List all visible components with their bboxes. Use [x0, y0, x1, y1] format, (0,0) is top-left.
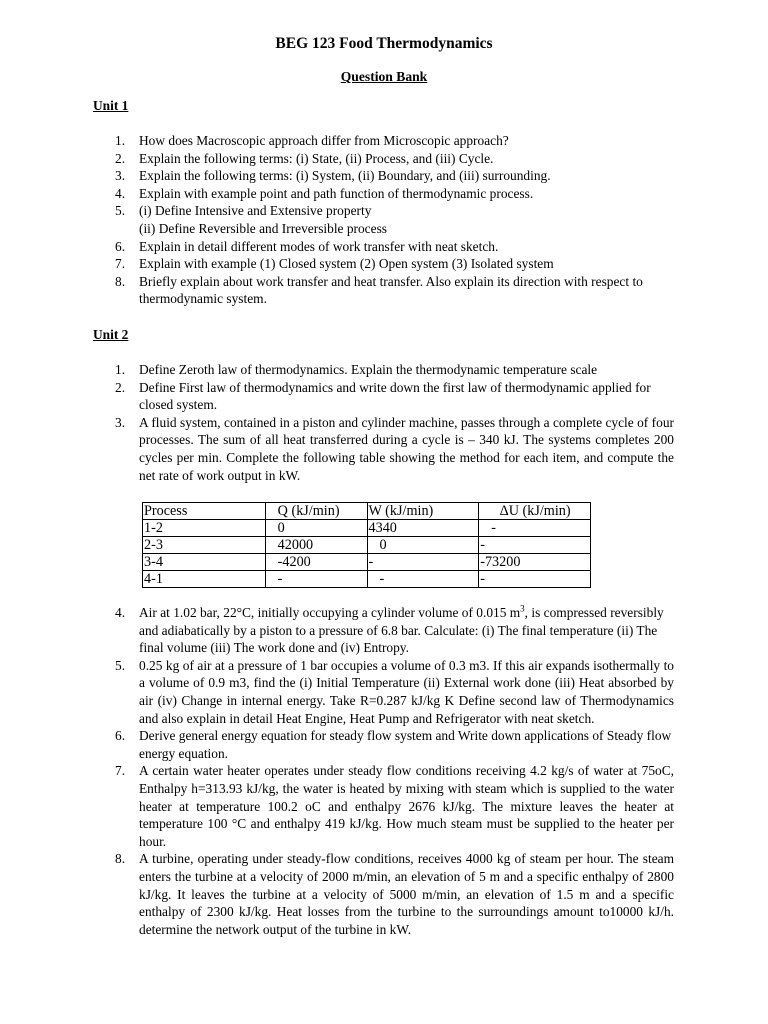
- question-text: 0.25 kg of air at a pressure of 1 bar occupies a volume of 0.3 m3. If this air expands isothermally to a volume of 0.9 m3, find the (i) Initial Temperature (ii) External work done (iii) Heat absorbed by air (iv) Change in internal energy. Take R=0.287 kJ/kg K Define second law of Thermodynamics and also explain in detail Heat Engine, Heat Pump and Refrigerator with neat sketch.: [139, 657, 674, 726]
- list-item: [93, 604, 674, 657]
- question-text: Explain the following terms: (i) System, (ii) Boundary, and (iii) surrounding.: [139, 168, 551, 184]
- table-cell: 4340: [367, 520, 479, 537]
- question-number: 4.: [115, 185, 126, 201]
- table-cell: -: [265, 571, 367, 588]
- question-number: 3.: [115, 414, 126, 430]
- unit-2-heading: Unit 2: [93, 327, 129, 342]
- question-text: Explain the following terms: (i) State, (ii) Process, and (iii) Cycle.: [139, 150, 494, 166]
- question-number: 5.: [115, 203, 126, 219]
- list-item: [93, 361, 674, 379]
- table-cell: -: [479, 571, 591, 588]
- question-number: 6.: [115, 728, 126, 744]
- table-cell: 2-3: [143, 537, 266, 554]
- table-header-cell: Q (kJ/min): [265, 503, 367, 520]
- question-number: 7.: [115, 256, 126, 272]
- question-number: 8.: [115, 851, 126, 867]
- table-header-cell: W (kJ/min): [367, 503, 479, 520]
- table-cell: -: [479, 537, 591, 554]
- document-title: BEG 123 Food Thermodynamics: [275, 35, 493, 52]
- unit-2-question-list-part-2: [93, 604, 674, 938]
- list-item: [93, 657, 674, 727]
- unit-2-question-list-part-1: [93, 361, 674, 484]
- question-number: 6.: [115, 238, 126, 254]
- table-cell: 4-1: [143, 571, 266, 588]
- table-cell: 1-2: [143, 520, 266, 537]
- question-text: [139, 604, 674, 657]
- table-row: [143, 537, 591, 554]
- list-item: [93, 850, 674, 938]
- table-cell: 3-4: [143, 554, 266, 571]
- question-text: (i) Define Intensive and Extensive property: [139, 203, 372, 219]
- table-row: [143, 554, 591, 571]
- table-cell: -: [479, 520, 591, 537]
- list-item: [93, 132, 674, 150]
- question-number: 8.: [115, 273, 126, 289]
- question-number: 1.: [115, 362, 126, 377]
- question-text: A turbine, operating under steady-flow conditions, receives 4000 kg of steam per hour. The steam enters the turbine at a velocity of 2000 m/min, an elevation of 5 m and a specific enthalpy of 2800 kJ/kg. It leaves the turbine at a velocity of 5000 m/min, an elevation of 1.5 m and a specific enthalpy of 2300 kJ/kg. Heat losses from the turbine to the surroundings amount to10000 kJ/h. determine the network output of the turbine in kW.: [139, 851, 674, 937]
- list-item: [93, 185, 674, 203]
- list-item: [93, 150, 674, 168]
- question-text: Define First law of thermodynamics and write down the first law of thermodynamic applied for closed system.: [139, 379, 651, 413]
- question-text-part: Air at 1.02 bar, 22°C, initially occupying a cylinder volume of 0.015 m: [139, 605, 521, 620]
- question-number: 7.: [115, 763, 126, 779]
- question-text-part: , is compressed reversibly and adiabatically by a piston to a pressure of 6.8 bar. Calculate: (i) The final temperature (ii) The final volume (iii) The work done and (iv) Entropy.: [139, 605, 664, 656]
- table-cell: 42000: [265, 537, 367, 554]
- table-cell: -: [367, 571, 479, 588]
- list-item: [93, 202, 674, 237]
- question-number: 2.: [115, 379, 126, 395]
- question-number: 2.: [115, 150, 126, 166]
- document-subtitle: Question Bank: [340, 69, 428, 84]
- question-text: How does Macroscopic approach differ from Microscopic approach?: [139, 133, 509, 148]
- table-cell: -73200: [479, 554, 591, 571]
- list-item: [93, 167, 674, 185]
- question-text: Derive general energy equation for steady flow system and Write down applications of Steady flow energy equation.: [139, 728, 672, 761]
- question-text: Explain with example (1) Closed system (2) Open system (3) Isolated system: [139, 256, 554, 272]
- question-text: A certain water heater operates under steady flow conditions receiving 4.2 kg/s of water at 75oC, Enthalpy h=313.93 kJ/kg, the water is heated by mixing with steam which is supplied to the water heater at temperature 100.2 oC and enthalpy 2676 kJ/kg. The mixture leaves the heater at temperature 100 °C and enthalpy 419 kJ/kg. How much steam must be supplied to the heater per hour.: [139, 763, 674, 849]
- question-subtext: (ii) Define Reversible and Irreversible process: [139, 220, 387, 236]
- question-number: 4.: [115, 605, 126, 620]
- question-number: 5.: [115, 657, 126, 673]
- list-item: [93, 238, 674, 256]
- question-text: A fluid system, contained in a piston and cylinder machine, passes through a complete cycle of four processes. The sum of all heat transferred during a cycle is – 340 kJ. The systems completes 200 cycles per min. Complete the following table showing the method for each item, and compute the net rate of work output in kW.: [139, 414, 674, 483]
- list-item: [93, 414, 674, 484]
- table-cell: 0: [265, 520, 367, 537]
- superscript: 3: [520, 603, 525, 614]
- question-text: Define Zeroth law of thermodynamics. Explain the thermodynamic temperature scale: [139, 362, 598, 377]
- question-number: 1.: [115, 133, 126, 148]
- process-table: [142, 502, 591, 588]
- list-item: [93, 762, 674, 850]
- unit-1-question-list: [93, 132, 674, 308]
- unit-1-heading: Unit 1: [93, 98, 129, 113]
- question-number: 3.: [115, 168, 126, 184]
- table-row: [143, 520, 591, 537]
- table-row: [143, 571, 591, 588]
- table-cell: -4200: [265, 554, 367, 571]
- list-item: [93, 727, 674, 762]
- question-text: Explain with example point and path function of thermodynamic process.: [139, 185, 534, 201]
- question-text: Explain in detail different modes of work transfer with neat sketch.: [139, 238, 499, 254]
- table-cell: -: [367, 554, 479, 571]
- list-item: [93, 379, 674, 414]
- list-item: [93, 255, 674, 273]
- table-cell: 0: [367, 537, 479, 554]
- table-header-cell: ΔU (kJ/min): [479, 503, 591, 520]
- table-header-row: [143, 503, 591, 520]
- list-item: [93, 273, 674, 308]
- question-text: Briefly explain about work transfer and heat transfer. Also explain its direction with respect to thermodynamic system.: [139, 273, 643, 307]
- table-header-cell: Process: [143, 503, 266, 520]
